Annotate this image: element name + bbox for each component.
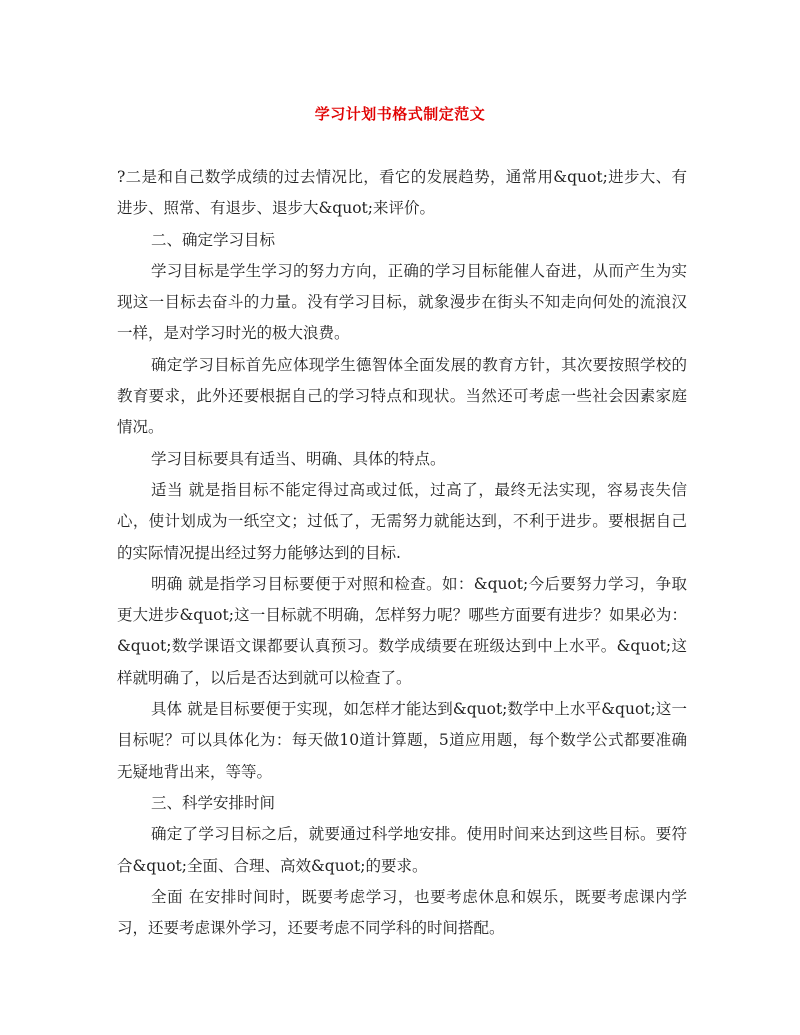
document-body [117,162,687,944]
paragraph-6: 适当 就是指目标不能定得过高或过低，过高了，最终无法实现，容易丧失信心，使计划成为一纸空文；过低了，无需努力就能达到，不利于进步。要根据自己的实际情况提出经过努力能够达到的目标. [117,480,687,562]
section-heading-2: 二、确定学习目标 [151,230,276,249]
paragraph-1: ?二是和自己数学成绩的过去情况比，看它的发展趋势，通常用&quot;进步大、有进步、照常、有退步、退步大&quot;来评价。 [117,168,687,218]
paragraph-11: 全面 在安排时间时，既要考虑学习，也要考虑休息和娱乐，既要考虑课内学习，还要考虑课外学习，还要考虑不同学科的时间搭配。 [117,887,687,938]
document-title: 学习计划书格式制定范文 [314,105,486,123]
paragraph-8: 具体 就是目标要便于实现，如怎样才能达到&quot;数学中上水平&quot;这一目标呢？可以具体化为：每天做10道计算题，5道应用题，每个数学公式都要准确无疑地背出来，等等。 [117,700,687,781]
paragraph-7: 明确 就是指学习目标要便于对照和检查。如：&quot;今后要努力学习，争取更大进步&quot;这一目标就不明确，怎样努力呢？哪些方面要有进步？如果必为：&quot;数学课语文课都要认真预习。数学成绩要在班级达到中上水平。&quot;这样就明确了，以后是否达到就可以检查了。 [117,574,687,687]
paragraph-4: 确定学习目标首先应体现学生德智体全面发展的教育方针，其次要按照学校的教育要求，此外还要根据自己的学习特点和现状。当然还可考虑一些社会因素家庭情况。 [117,355,687,437]
paragraph-3: 学习目标是学生学习的努力方向，正确的学习目标能催人奋进，从而产生为实现这一目标去奋斗的力量。没有学习目标，就象漫步在街头不知走向何处的流浪汉一样，是对学习时光的极大浪费。 [117,261,687,343]
paragraph-10: 确定了学习目标之后，就要通过科学地安排。使用时间来达到这些目标。要符合&quot;全面、合理、高效&quot;的要求。 [117,825,687,875]
section-heading-3: 三、科学安排时间 [151,793,276,812]
paragraph-5: 学习目标要具有适当、明确、具体的特点。 [151,449,446,468]
